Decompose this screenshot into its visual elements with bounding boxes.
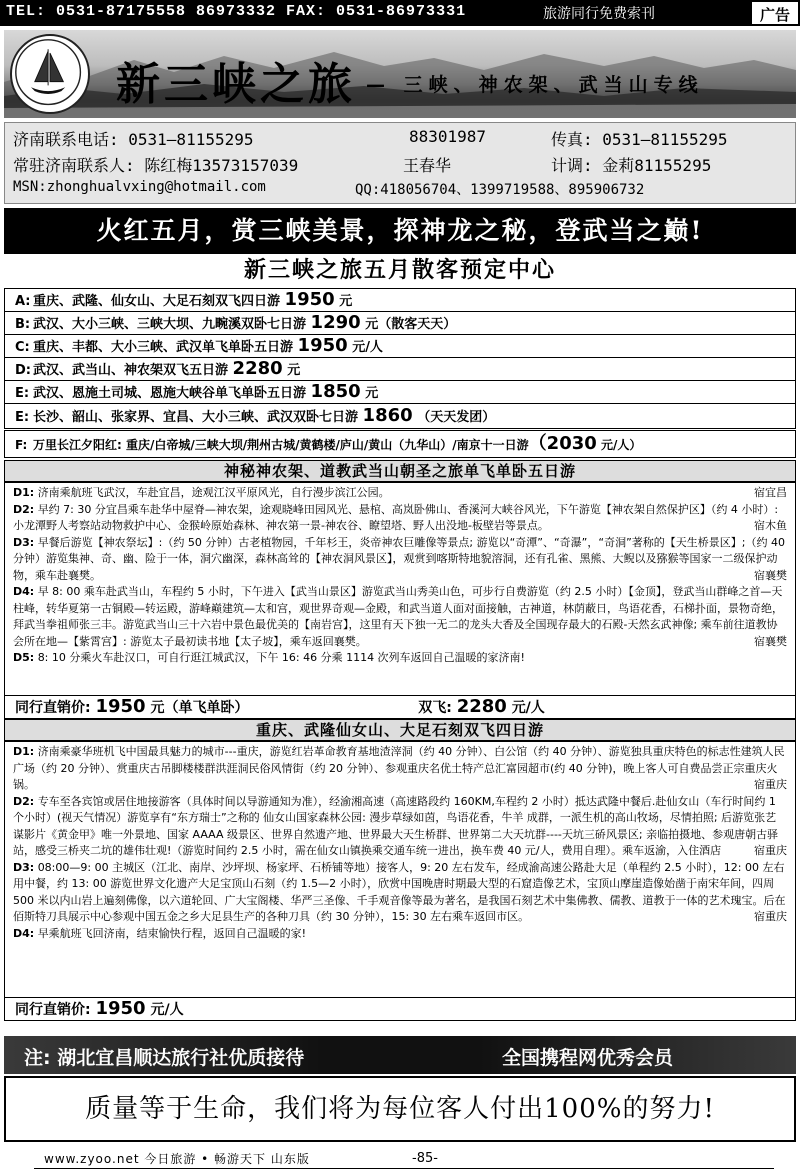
itinerary-day: D4: 早乘航班飞回济南，结束愉快行程，返回自己温暖的家! bbox=[13, 926, 307, 940]
jinan-phone-2: 88301987 bbox=[409, 127, 487, 146]
route-item: E: 长沙、韶山、张家界、宜昌、大小三峡、武汉双卧七日游 1860 （天天发团） bbox=[4, 403, 796, 429]
booking-center-title: 新三峡之旅五月散客预定中心 bbox=[243, 258, 556, 283]
price-row-shennongjia: 同行直销价: 1950 元（单飞单卧） 双飞: 2280 元/人 bbox=[4, 695, 796, 719]
itinerary-day: D2: 早约 7: 30 分宜昌乘车赴华中屋脊—神农架，途观晓峰田园风光、悬棺、高岚卧佛山、香溪河大峡谷风光，下午游览【神农架自然保护区】（约 4 小时）: 小龙潭野人考察站动物救护中心、金猴岭原始森林、神农第一景-神农谷、瞭望塔、野人出没地-板壁岩等景点。 宿木鱼 bbox=[13, 502, 787, 532]
itinerary-day: D1: 济南乘航班飞武汉，车赴宜昌，途观江汉平原风光，自行漫步滨江公园。 宿宜昌 bbox=[13, 486, 787, 499]
route-item: C: 重庆、丰都、大小三峡、武汉单飞单卧五日游 1950 元/人 bbox=[4, 334, 796, 358]
ad-label: 广告 bbox=[750, 0, 800, 26]
top-tagline: 旅游同行免费索刊 bbox=[543, 6, 655, 22]
sailboat-logo-icon bbox=[12, 36, 88, 112]
itinerary-day: D3: 08:00—9: 00 主城区（江北、南岸、沙坪坝、杨家坪、石桥铺等地）接客人，9: 20 左右发车，经成渝高速公路赴大足（单程约 2.5 小时），12: 00 左右用中餐，约 13: 00 游览世界文化遗产大足宝顶山石刻（约 1.5—2 小时），欣赏中国晚唐时期最大型的石窟造像艺术，宝顶山摩崖造像始凿于南宋年间，四周 500 米以内山岩上遍刻佛像，以六道轮回、广大宝阁楼、华严三圣像、千手观音像等最为著名，是我国石刻艺术中集佛教、儒教、道教于一体的艺术瑰宝。后在佰斯特刀具展示中心参观中国五金之乡大足县生产的各种刀具（约 30 分钟），15: 30 左右乘车返回市区。 宿重庆 bbox=[13, 860, 787, 923]
banner-title: 新三峡之旅 bbox=[116, 59, 356, 110]
section-title-shennongjia: 神秘神农架、道教武当山朝圣之旅单飞单卧五日游 bbox=[4, 460, 796, 482]
itinerary-day: D5: 8: 10 分乘火车赴汉口，可自行逛江城武汉，下午 16: 46 分乘 1114 次列车返回自己温暖的家济南! bbox=[13, 651, 525, 664]
itinerary-shennongjia bbox=[4, 482, 796, 696]
page-footer bbox=[4, 1148, 796, 1170]
top-bar bbox=[0, 0, 800, 26]
contact-panel bbox=[4, 122, 796, 204]
footer-bar bbox=[4, 1036, 796, 1074]
partner-note: 注: 湖北宜昌顺达旅行社优质接待 bbox=[24, 1047, 305, 1069]
route-item: F: 万里长江夕阳红: 重庆/白帝城/三峡大坝/荆州古城/黄鹤楼/庐山/黄山（九华山）/南京十一日游（2030 元/人） bbox=[4, 430, 796, 458]
slogan-banner: 火红五月，赏三峡美景，探神龙之秘，登武当之巅! bbox=[4, 208, 796, 254]
itinerary-day: D1: 济南乘豪华班机飞中国最具魅力的城市---重庆，游览红岩革命教育基地渣滓洞（约 40 分钟）、白公馆（约 40 分钟）、游览独具重庆特色的标志性建筑人民广场（约 20 分钟）、赏重庆古吊脚楼楼群洪涯洞民俗风情街（约 20 分钟）、参观重庆名优土特产总汇富园超市(约 40 分钟)，晚上客人可自费品尝正宗重庆火锅。 宿重庆 bbox=[13, 745, 787, 791]
site-credit: www.zyoo.net 今日旅游 • 畅游天下 山东版 bbox=[44, 1152, 310, 1166]
resident-contact: 常驻济南联系人: 陈红梅13573157039 bbox=[13, 156, 299, 175]
itinerary-day: D2: 专车至各宾馆或居住地接游客（具体时间以导游通知为准），经渝湘高速（高速路段约 160KM,车程约 2 小时）抵达武隆中餐后.赴仙女山（车行时间约 1 个小时）(视天气情况）游览享有“东方瑞士”之称的 仙女山国家森林公园: 漫步草绿如茵，鸟语花香，牛羊 成群，一派生机的高山牧场，尽情拍照; 后游览张艺谋影片《黄金甲》唯一外景地、国家 AAAA 级景区、世界自然遗产地、世界最大天生桥群、世界第二大天坑群----天坑三硚风景区; 亲临拍摄地、参观唐朝古驿站，感受三桥夹二坑的雄伟壮观!（游览时间约 2.5 小时，需在仙女山镇换乘交通车统一进出，换车费 40 元/人，费用自理）。乘车返渝，入住酒店 宿重庆 bbox=[13, 794, 787, 857]
top-contact-line: TEL: 0531-87175558 86973332 FAX: 0531-86973331 bbox=[6, 3, 467, 20]
itinerary-day: D3: 早餐后游览【神农祭坛】:（约 50 分钟）古老植物园，千年杉王，炎帝神农巨雕像等景点; 游览以“奇潭”、“奇瀑”，“奇洞”著称的【天生桥景区】;（约 40 分钟）游览集神、奇、幽、险于一体，洞穴幽深，森林高耸的【神农洞风景区】，观赏到喀斯特地貌溶洞，还有孔雀、黑熊、大鲵以及猕猴等国家一二级保护动物，乘车赴襄樊。 宿襄樊 bbox=[13, 535, 787, 582]
route-item: D: 武汉、武当山、神农架双飞五日游 2280 元 bbox=[4, 357, 796, 381]
quality-motto: 质量等于生命，我们将为每位客人付出100%的努力! bbox=[4, 1076, 796, 1142]
route-item: E: 武汉、恩施土司城、恩施大峡谷单飞单卧五日游 1850 元 bbox=[4, 380, 796, 404]
route-item: B: 武汉、大小三峡、三峡大坝、九畹溪双卧七日游 1290 元（散客天天） bbox=[4, 311, 796, 335]
itinerary-day: D4: 早 8: 00 乘车赴武当山，车程约 5 小时，下午进入【武当山景区】游览武当山秀美山色，可步行自费游览（约 2.5 小时）【金顶】，登武当山群峰之首—天柱峰，转华夏第一古铜殿—转运殿，游峰巅建筑—太和宫，观世界奇观—金殿，和武当道人面对面接触，古神道，林荫蔽日，鸟语花香，石梯扑面，景物奇绝，拜武当拳祖师张三丰。游览武当山三十六岩中景色最优美的【南岩宫】，这里有天下独一无二的龙头大香及全国现存最大的石殿-天然玄武神像; 乘车前往道教协会所在地—【紫霄宫】: 游览太子最初读书地【太子坡】，乘车返回襄樊。 宿襄樊 bbox=[13, 585, 787, 648]
travel-agency-logo bbox=[10, 34, 90, 114]
msn-address: MSN:zhonghualvxing@hotmail.com bbox=[13, 179, 266, 195]
section-title-chongqing: 重庆、武隆仙女山、大足石刻双飞四日游 bbox=[4, 719, 796, 741]
itinerary-chongqing bbox=[4, 741, 796, 998]
dispatch-contact: 计调: 金莉81155295 bbox=[551, 156, 712, 175]
route-item: A: 重庆、武隆、仙女山、大足石刻双飞四日游 1950 元 bbox=[4, 288, 796, 312]
banner-subtitle: — 三峡、神农架、武当山专线 bbox=[366, 74, 704, 96]
qq-numbers: QQ:418056704、1399719588、895906732 bbox=[355, 182, 645, 198]
page-number: -85- bbox=[412, 1151, 438, 1166]
price-row-chongqing: 同行直销价: 1950 元/人 bbox=[4, 997, 796, 1021]
resident-contact-2: 王春华 bbox=[403, 156, 452, 175]
jinan-phone: 济南联系电话: 0531—81155295 bbox=[13, 130, 254, 149]
footer-rule bbox=[34, 1168, 774, 1169]
banner bbox=[4, 30, 796, 118]
fax-number: 传真: 0531—81155295 bbox=[551, 130, 728, 149]
ctrip-member: 全国携程网优秀会员 bbox=[502, 1047, 674, 1069]
